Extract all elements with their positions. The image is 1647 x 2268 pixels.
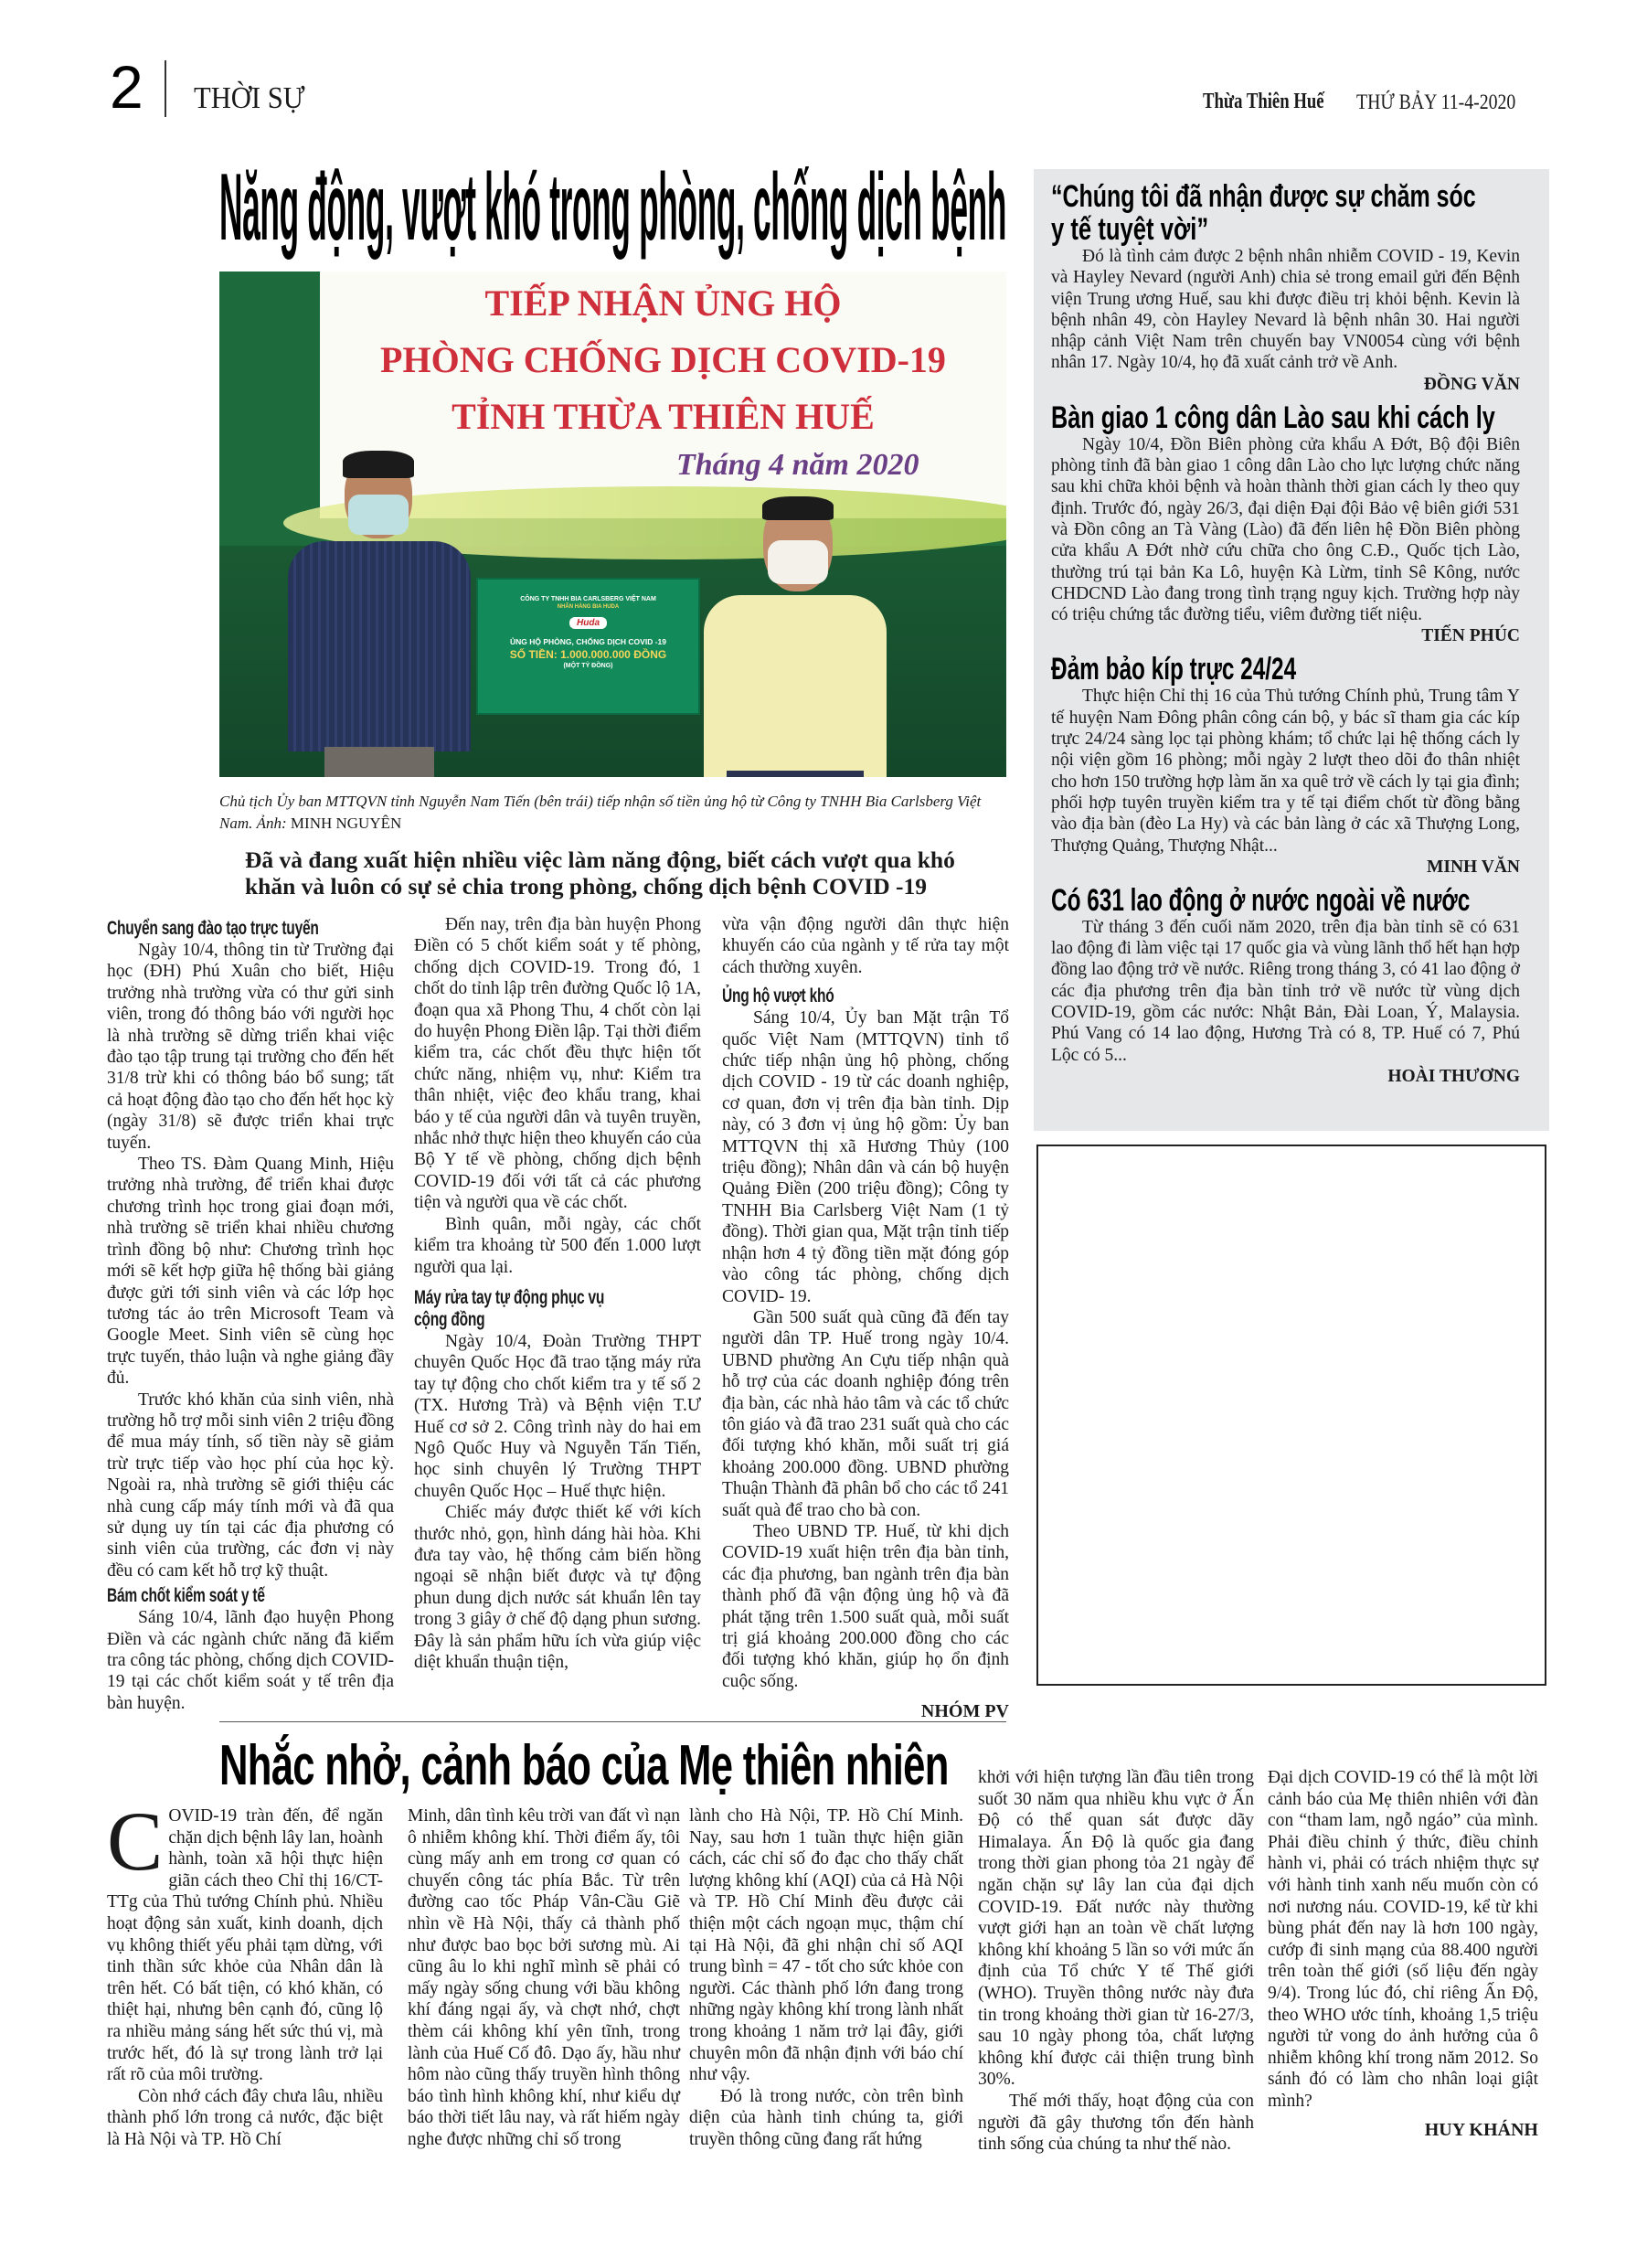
subhead-checkpoint: Bám chốt kiểm soát y tế [107,1585,265,1607]
person-left-pants [324,747,434,777]
paragraph: Theo TS. Đàm Quang Minh, Hiệu trưởng nhà trường, để triển khai được chương trình học trong giai đoạn mới, nhà trường sẽ triển khai nhiều chương trình đồng bộ như: Chương trình học mới sẽ kết hợp giữa hệ thống bài giảng được gửi tới sinh viên và các lớp học tương tác ảo trên Microsoft Team và Google Meet. Sinh viên sẽ cùng học trực tuyến, thảo luận và nghe giảng đầy đủ. [107,1155,394,1389]
lead-text: OVID-19 tràn đến, để ngăn chặn dịch bệnh lây lan, hoành hành, toàn xã hội thực hiện giãn cách theo Chỉ thị 16/CT-TTg của Thủ tướng Chính phủ. Nhiều hoạt động sản xuất, kinh doanh, dịch vụ không thiết yếu phải tạm dừng, với tinh thần sức khỏe của Nhân dân là trên hết. Có bất tiện, có khó khăn, có thiệt hại, nhưng bên cạnh đó, cũng lộ ra nhiều mảng sáng hết sức thú vị, mà trước hết, đó là sự trong lành trở lại rất rõ của môi trường. [107,1806,383,2085]
issue-date: THỨ BẢY 11-4-2020 [1356,91,1516,113]
paragraph: Theo UBND TP. Huế, từ khi dịch COVID-19 xuất hiện trên địa bàn tỉnh, các địa phương, ban ngành trên địa bàn thành phố đã vận động ủng hộ và đã phát tặng trên 1.500 suất quà, mỗi suất trị giá khoảng 200.000 đồng cho các đối tượng khó khăn, giúp họ ổn định cuộc sống. [722,1521,1009,1691]
bottom-column-3 [689,1805,963,2151]
paper-name: Thừa Thiên Huế [1203,90,1324,113]
brief-title: Đảm bảo kíp trực 24/24 [1051,652,1297,687]
subhead-hand-wash: Máy rửa tay tự động phục vụ [414,1286,605,1308]
paragraph: Minh, dân tình kêu trời van đất vì nạn ô nhiễm không khí. Thời điểm ấy, tôi cùng mấy anh em trong cơ quan có chuyến công tác phía Bắc. Từ trên đường cao tốc Pháp Vân-Cầu Giẽ nhìn về Hà Nội, thấy cả thành phố như được bao bọc bởi sương mù. Ai cũng âu lo khi nghĩ mình sẽ phải có mấy ngày sống chung với bầu không khí đáng ngại ấy, và chợt nhớ, chợt thèm cái không khí yên tĩnh, trong lành của Huế Cố đô. Dạo ấy, hầu như hôm nào cũng thấy truyền hình thông báo tình hình không khí, như kiểu dự báo thời tiết lâu nay, và rất hiếm ngày nghe được những chỉ số trong [408,1806,680,2149]
main-column-3 [722,914,1009,1723]
main-column-1 [107,914,394,1714]
person-left-hair [343,451,414,478]
news-brief-sidebar [1034,169,1549,1131]
photo-caption [219,791,1006,835]
sign-line-5: (MỘT TỶ ĐỒNG) [563,663,613,669]
paragraph: Trước khó khăn của sinh viên, nhà trường hỗ trợ mỗi sinh viên 2 triệu đồng để mua máy tính, số tiền này sẽ giảm trừ trực tiếp vào học phí của học kỳ. Ngoài ra, nhà trường sẽ giới thiệu các nhà cung cấp máy tính mới và đã qua sử dụng uy tín tại các địa phương có sinh viên của trường, các đơn vị này đều có cam kết hỗ trợ kỹ thuật. [107,1390,394,1581]
brief-byline: ĐỒNG VĂN [1423,374,1520,394]
byline: HUY KHÁNH [1424,2119,1538,2140]
paragraph: khởi với hiện tượng lần đầu tiên trong suốt 30 năm qua nhiều khu vực ở Ấn Độ có thể quan sát được dãy Himalaya. Ấn Độ là quốc gia đang trong thời gian phong tỏa 21 ngày để ngăn chặn sự lây lan của đại dịch COVID-19. Đất nước này thường vượt giới hạn an toàn về chất lượng không khí khoảng 5 lần so với mức ấn định của Tổ chức Y tế Thế giới (WHO). Truyền thông nước này đưa tin trong khoảng thời gian từ 16-27/3, sau 10 ngày phong tỏa, chất lượng không khí được cải thiện trung bình 30%. [978,1768,1254,2090]
paragraph: vừa vận động người dân thực hiện khuyến cáo của ngành y tế rửa tay một cách thường xuyên. [722,915,1009,977]
empty-ad-box [1036,1145,1546,1686]
sign-line-1: CÔNG TY TNHH BIA CARLSBERG VIỆT NAM [520,596,656,602]
lead-paragraph [107,1794,383,2086]
bottom-column-4 [978,1767,1254,2156]
person-right-mask [768,540,828,584]
caption-text: Chủ tịch Ủy ban MTTQVN tỉnh Nguyễn Nam Tiến (bên trái) tiếp nhận số tiền ủng hộ từ Công ty TNHH Bia Carlsberg Việt Nam. Ảnh: [219,793,982,832]
brief-body: Đó là tình cảm được 2 bệnh nhân nhiễm COVID - 19, Kevin và Hayley Nevard (người Anh) chia sẻ trong email gửi đến Bệnh viện Trung ương Huế, sau khi được điều trị khỏi bệnh. Kevin là bệnh nhân 49, còn Hayley Nevard là bệnh nhân 30. Hai người nhập cảnh Việt Nam trên chuyến bay VN0054 cùng với bệnh nhân 17. Ngày 10/4, họ đã xuất cảnh trở về Anh. [1051,247,1520,373]
brief-1-title-box [1051,180,1476,213]
brief-3-title-box [1051,653,1296,686]
page-number: 2 [110,53,143,121]
paragraph: Đó là trong nước, còn trên bình diện của hành tinh chúng ta, giới truyền thông cũng đang rất hứng [689,2086,963,2149]
caption-credit: MINH NGUYÊN [290,815,402,832]
paragraph: Ngày 10/4, thông tin từ Trường đại học (ĐH) Phú Xuân cho biết, Hiệu trưởng nhà trường vừa có thư gửi sinh viên, trong đó thông báo với người học là nhà trường sẽ dừng triển khai việc đào tạo tập trung tại trường cho đến hết 31/8 trừ khi có thông báo bổ sung; tất cả hoạt động đào tạo cho đến hết học kỳ (ngày 31/8) sẽ được triển khai trực tuyến. [107,941,394,1153]
paragraph: Sáng 10/4, Ủy ban Mặt trận Tổ quốc Việt Nam (MTTQVN) tỉnh tổ chức tiếp nhận ủng hộ phòng, chống dịch COVID - 19 từ các doanh nghiệp, cơ quan, đơn vị trên địa bàn tỉnh. Dịp này, có 3 đơn vị ủng hộ gồm: Ủy ban MTTQVN thị xã Hương Thủy (100 triệu đồng); Nhân dân và cán bộ huyện Quảng Điền (200 triệu đồng); Công ty TNHH Bia Carlsberg Việt Nam (1 tỷ đồng). Thời gian qua, Mặt trận tỉnh tiếp nhận hơn 4 tỷ đồng tiền mặt đóng góp vào công tác phòng, chống dịch COVID- 19. [722,1008,1009,1306]
person-right-shirt [704,595,887,777]
brief-body: Từ tháng 3 đến cuối năm 2020, trên địa bàn tỉnh sẽ có 631 lao động đi làm việc tại 17 quốc gia và vùng lãnh thổ hết hạn hợp đồng lao động trở về nước. Riêng trong tháng 3, có 41 lao động ở các địa phương trên địa bàn tỉnh trở về nước từ vùng dịch COVID-19, gồm các nước: Nhật Bản, Đài Loan, Ý, Malaysia. Phú Vang có 14 lao động, Hương Trà có 8, TP. Huế có 7, Phú Lộc có 5... [1051,917,1520,1065]
person-left-mask [348,495,409,535]
brief-byline: MINH VĂN [1426,857,1520,877]
drop-cap: C [107,1794,164,1888]
main-headline-box [219,154,1007,261]
brief-4-title-box [1051,884,1470,917]
brief-byline: TIẾN PHÚC [1421,626,1520,646]
bottom-column-1 [107,1794,383,2151]
person-right-hair [762,496,834,520]
brief-title: y tế tuyệt vời” [1051,212,1209,247]
sign-line-3: ỦNG HỘ PHÒNG, CHỐNG DỊCH COVID -19 [510,637,666,646]
main-photo [219,272,1006,777]
sign-logo: Huda [569,617,607,629]
subhead-support: Ủng hộ vượt khó [722,985,834,1007]
person-left [288,454,471,777]
subhead-online-training: Chuyển sang đào tạo trực tuyến [107,918,319,939]
brief-body: Ngày 10/4, Đồn Biên phòng cửa khẩu A Đớt, Bộ đội Biên phòng tỉnh đã bàn giao 1 công dân Lào cho lực lượng chức năng sau khi chữa khỏi bệnh và hoàn thành thời gian cách ly theo quy định. Trước đó, ngày 26/3, đại diện Đại đội Bảo vệ biên giới 531 và Đồn công an Tà Vàng (Lào) đã đến liên hệ Đồn Biên phòng cửa khẩu A Đớt nhờ cứu chữa cho ông C.Đ., Quốc tịch Lào, thường trú tại bản Ka Lô, huyện Kà Lừm, tỉnh Sê Kông, nước CHDCND Lào đang trong tình trạng nguy kịch. Trường hợp này có triệu chứng tắc đường tiểu, viêm đường tiết niệu. [1051,434,1520,625]
main-column-2 [414,914,701,1673]
paragraph: Ngày 10/4, Đoàn Trường THPT chuyên Quốc Học đã trao tặng máy rửa tay tự động cho chốt kiểm tra y tế số 2 (TX. Hương Trà) và Bệnh viện T.Ư Huế cơ sở 2. Công trình này do hai em Ngô Quốc Huy và Nguyễn Tấn Tiến, học sinh chuyên lý Trường THPT chuyên Quốc Học – Huế thực hiện. [414,1331,701,1501]
banner-line-3: TỈNH THỪA THIÊN HUẾ [452,396,875,437]
brief-1-title2-box [1051,213,1208,246]
banner-line-1: TIẾP NHẬN ỦNG HỘ [484,282,842,324]
bottom-headline: Nhắc nhở, cảnh báo của Mẹ thiên nhiên [219,1734,949,1797]
sign-amount: SỐ TIỀN: 1.000.000.000 ĐỒNG [509,648,667,661]
donation-sign [476,578,700,715]
sidebar-inner [1051,180,1520,1088]
brief-2-title-box [1051,401,1495,434]
paragraph: lành cho Hà Nội, TP. Hồ Chí Minh. Nay, sau hơn 1 tuần thực hiện giãn cách, các chỉ số đo đạc cho thấy chất lượng không khí (AQI) của cả Hà Nội và TP. Hồ Chí Minh đều được cải thiện một cách ngoạn mục, thậm chí tại Hà Nội, đã ghi nhận chỉ số AQI trung bình = 47 - tốt cho sức khỏe con người. Các thành phố lớn đang trong những ngày không khí trong lành nhất trong khoảng 1 năm trở lại đây, giới chuyên môn đã nhận định với báo chí như vậy. [689,1806,963,2085]
paragraph: Sáng 10/4, lãnh đạo huyện Phong Điền và các ngành chức năng đã kiểm tra công tác phòng, chống dịch COVID-19 tại các chốt kiểm soát y tế trên địa bàn huyện. [107,1608,394,1713]
bottom-column-2 [408,1805,680,2151]
bottom-column-5 [1268,1767,1538,2141]
main-headline: Năng động, vượt khó trong phòng, chống dịch bệnh [219,154,1007,261]
page-header [0,0,1647,128]
article-deck: Đã và đang xuất hiện nhiều việc làm năng động, biết cách vượt qua khó khăn và luôn có sự sẻ chia trong phòng, chống dịch bệnh COVID -19 [245,847,955,900]
brief-body: Thực hiện Chỉ thị 16 của Thủ tướng Chính phủ, Trung tâm Y tế huyện Nam Đông phân công cán bộ, y bác sĩ tham gia các kíp trực 24/24 sàng lọc tại phòng khám; tổ chức lại hệ thống cách ly nội viện gồm 16 phòng; mỗi ngày 2 lượt theo dõi đo thân nhiệt cho hơn 150 trường hợp làm ăn xa quê trở về cách ly tại gia đình; phối hợp tuyên truyền kiểm tra y tế tại điểm chốt từ đồng bằng vào địa bàn (đèo La Hy) và các bản làng ở các xã Thượng Long, Thượng Quảng, Thượng Nhật... [1051,687,1520,856]
brief-title: Có 631 lao động ở nước ngoài về nước [1051,882,1471,918]
section-title: THỜI SỰ [194,81,305,115]
person-right [704,496,887,777]
paragraph: Đại dịch COVID-19 có thể là một lời cảnh báo của Mẹ thiên nhiên với đàn con “tham lam, ngỗ ngáo” của mình. Phải điều chỉnh ý thức, điều chỉnh hành vi, phải có trách nhiệm thực sự với hành tinh xanh nếu muốn còn có nơi nương náu. COVID-19, kể từ khi bùng phát đến nay là hơn 100 ngày, cướp đi sinh mạng của 88.400 người trên toàn thế giới (số liệu đến ngày 9/4). Trong lúc đó, chỉ riêng Ấn Độ, theo WHO ước tính, khoảng 1,5 triệu người tử vong do ảnh hưởng của ô nhiễm không khí trong năm 2012. So sánh đó có làm cho nhân loại giật mình? [1268,1768,1538,2111]
sign-line-2: NHÃN HÀNG BIA HUDA [557,604,620,610]
paragraph: Còn nhớ cách đây chưa lâu, nhiều thành phố lớn trong cả nước, đặc biệt là Hà Nội và TP. Hồ Chí [107,2086,383,2149]
subhead-hand-wash-2: cộng đồng [414,1308,485,1330]
paragraph: Bình quân, mỗi ngày, các chốt kiểm tra khoảng từ 500 đến 1.000 lượt người qua lại. [414,1214,701,1277]
bottom-headline-box [219,1734,949,1797]
brief-title: Bàn giao 1 công dân Lào sau khi cách ly [1051,399,1495,435]
paragraph: Gần 500 suất quà cũng đã đến tay người dân TP. Huế trong ngày 10/4. UBND phường An Cựu tiếp nhận quà hỗ trợ của các doanh nghiệp đóng trên địa bàn, các nhà hảo tâm và các tổ chức tôn giáo và đã trao 231 suất quà cho các đối tượng khó khăn, mỗi suất trị giá khoảng 200.000 đồng. UBND phường Thuận Thành đã phân bổ cho các tổ 241 suất quà để trao cho bà con. [722,1307,1009,1520]
byline: NHÓM PV [920,1701,1009,1722]
banner-date: Tháng 4 năm 2020 [676,448,919,482]
brief-byline: HOÀI THƯƠNG [1387,1066,1520,1086]
banner-line-2: PHÒNG CHỐNG DỊCH COVID-19 [380,339,946,380]
paragraph: Đến nay, trên địa bàn huyện Phong Điền có 5 chốt kiểm soát y tế phòng, chống dịch COVID-19. Trong đó, 1 chốt do tỉnh lập trên đường Quốc lộ 1A, đoạn qua xã Phong Thu, 4 chốt còn lại do huyện Phong Điền lập. Tại thời điểm kiểm tra, các chốt đều thực hiện tốt chức năng, nhiệm vụ, như: Kiểm tra thân nhiệt, việc đeo khẩu trang, khai báo y tế của người dân và tuyên truyền, nhắc nhở thực hiện theo khuyến cáo của Bộ Y tế về phòng, chống dịch bệnh COVID-19 đối với tất cả các phương tiện và người qua về các chốt. [414,915,701,1213]
section-divider [219,1721,1006,1722]
person-right-pants [727,771,864,777]
header-divider [165,60,166,117]
paragraph: Thế mới thấy, hoạt động của con người đã gây thương tổn đến hành tinh sống của chúng ta như thế nào. [978,2091,1254,2155]
paragraph: Chiếc máy được thiết kế với kích thước nhỏ, gọn, hình dáng hài hòa. Khi đưa tay vào, hệ thống cảm biến hồng ngoại sẽ nhận biết được và tự động phun dung dịch nước sát khuẩn lên tay trong 3 giây ở chế độ dạng phun sương. Đây là sản phẩm hữu ích vừa giúp việc diệt khuẩn thuận tiện, [414,1503,701,1672]
brief-title: “Chúng tôi đã nhận được sự chăm sóc [1051,179,1476,214]
person-left-shirt [288,541,471,751]
